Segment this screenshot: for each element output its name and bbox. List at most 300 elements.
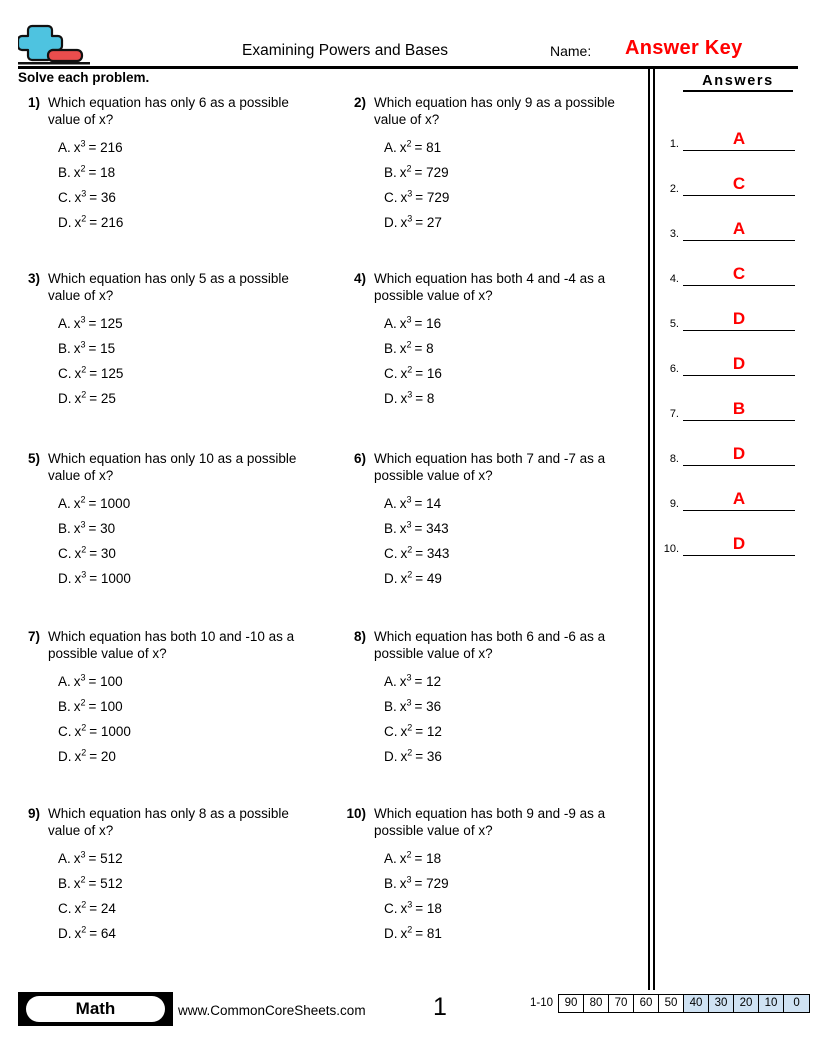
question-number: 8) <box>353 629 366 644</box>
instructions-text: Solve each problem. <box>18 70 150 85</box>
grading-scale-cell: 70 <box>609 995 634 1012</box>
grading-scale-cell: 90 <box>559 995 584 1012</box>
answer-choice[interactable] <box>384 744 650 769</box>
choice-equation-rest: = 729 <box>414 876 449 891</box>
answer-key-value: Answer Key <box>625 37 743 59</box>
choice-letter: C. <box>58 546 72 561</box>
choice-base: x <box>73 496 81 511</box>
choice-equation-rest: = 27 <box>415 215 442 230</box>
answer-choice[interactable] <box>58 744 314 769</box>
choice-list <box>58 491 314 591</box>
choice-exponent: 2 <box>81 389 87 400</box>
choice-letter: A. <box>58 674 71 689</box>
choice-base: x <box>74 391 82 406</box>
choice-letter: D. <box>58 391 72 406</box>
answer-choice[interactable] <box>384 896 650 921</box>
choice-equation-rest: = 36 <box>89 190 116 205</box>
choice-exponent: 2 <box>81 747 87 758</box>
choice-equation-rest: = 343 <box>415 546 450 561</box>
question-text: Which equation has both 7 and -7 as a possible value of x? <box>374 451 606 483</box>
answer-row-number: 5. <box>669 318 679 330</box>
choice-equation-rest: = 30 <box>89 546 116 561</box>
choice-letter: A. <box>58 316 71 331</box>
answer-choice[interactable] <box>58 135 314 160</box>
choice-exponent: 2 <box>406 138 412 149</box>
choice-exponent: 2 <box>406 339 412 350</box>
question-text: Which equation has only 6 as a possible value of x? <box>48 95 289 127</box>
subject-badge <box>18 992 173 1026</box>
choice-list <box>384 135 650 235</box>
answer-value: D <box>732 354 746 373</box>
choice-letter: A. <box>384 851 397 866</box>
choice-equation-rest: = 36 <box>415 749 442 764</box>
choice-list <box>58 846 314 946</box>
question-text: Which equation has both 9 and -9 as a possible value of x? <box>374 806 606 838</box>
answer-choice[interactable] <box>384 135 650 160</box>
choice-exponent: 2 <box>81 364 87 375</box>
question-text: Which equation has only 8 as a possible value of x? <box>48 806 289 838</box>
question-header <box>14 270 314 304</box>
answer-row <box>655 331 805 376</box>
choice-letter: B. <box>384 165 397 180</box>
choice-exponent: 2 <box>406 849 412 860</box>
choice-list <box>58 135 314 235</box>
choice-letter: B. <box>58 341 71 356</box>
choice-base: x <box>74 366 82 381</box>
answer-choice[interactable] <box>384 336 650 361</box>
answer-choice[interactable] <box>58 361 314 386</box>
question-text: Which equation has only 10 as a possible value of x? <box>48 451 297 483</box>
question-block <box>14 628 314 769</box>
choice-equation-rest: = 729 <box>414 165 449 180</box>
answer-row-number: 6. <box>669 363 679 375</box>
choice-exponent: 2 <box>81 924 87 935</box>
answer-row <box>655 286 805 331</box>
answer-choice[interactable] <box>58 694 314 719</box>
choice-base: x <box>400 391 408 406</box>
choice-base: x <box>400 546 408 561</box>
answer-choice[interactable] <box>58 336 314 361</box>
choice-letter: C. <box>58 366 72 381</box>
answer-row-number: 10. <box>663 543 679 555</box>
answer-blank-line[interactable] <box>683 555 795 556</box>
answer-value: C <box>732 264 746 283</box>
page-footer <box>0 990 816 1056</box>
choice-list <box>384 669 650 769</box>
question-block <box>14 94 314 235</box>
choice-exponent: 3 <box>406 874 412 885</box>
choice-letter: D. <box>384 926 398 941</box>
question-number: 7) <box>27 629 40 644</box>
choice-exponent: 3 <box>407 188 413 199</box>
answer-choice[interactable] <box>58 719 314 744</box>
answer-row <box>655 466 805 511</box>
choice-base: x <box>74 571 82 586</box>
question-header <box>340 628 650 662</box>
choice-base: x <box>399 674 407 689</box>
choice-letter: A. <box>58 496 71 511</box>
answer-choice[interactable] <box>58 846 314 871</box>
choice-letter: C. <box>384 546 398 561</box>
answer-value: C <box>732 174 746 193</box>
answer-choice[interactable] <box>384 566 650 591</box>
choice-equation-rest: = 24 <box>89 901 116 916</box>
choice-base: x <box>400 926 408 941</box>
answer-choice[interactable] <box>58 921 314 946</box>
question-block <box>340 270 650 411</box>
answer-choice[interactable] <box>384 210 650 235</box>
name-label: Name: <box>550 43 592 59</box>
choice-equation-rest: = 125 <box>89 366 124 381</box>
choice-exponent: 3 <box>406 314 412 325</box>
choice-equation-rest: = 81 <box>415 926 442 941</box>
choice-exponent: 3 <box>80 138 86 149</box>
choice-exponent: 2 <box>406 163 412 174</box>
answer-choice[interactable] <box>384 311 650 336</box>
choice-equation-rest: = 8 <box>414 341 434 356</box>
choice-equation-rest: = 729 <box>415 190 450 205</box>
choice-letter: A. <box>384 140 397 155</box>
choice-base: x <box>400 366 408 381</box>
choice-letter: A. <box>58 851 71 866</box>
page-title: Examining Powers and Bases <box>242 42 448 59</box>
choice-letter: B. <box>58 521 71 536</box>
answer-choice[interactable] <box>384 694 650 719</box>
choice-equation-rest: = 512 <box>88 876 123 891</box>
choice-letter: C. <box>384 190 398 205</box>
choice-letter: D. <box>58 571 72 586</box>
answer-choice[interactable] <box>58 491 314 516</box>
answer-choice[interactable] <box>58 566 314 591</box>
question-text: Which equation has both 6 and -6 as a possible value of x? <box>374 629 606 661</box>
answer-choice[interactable] <box>58 516 314 541</box>
question-text: Which equation has only 5 as a possible value of x? <box>48 271 289 303</box>
choice-equation-rest: = 1000 <box>88 496 131 511</box>
grading-scale-cell: 20 <box>734 995 759 1012</box>
choice-equation-rest: = 18 <box>88 165 116 180</box>
question-number: 10) <box>346 806 366 821</box>
choice-exponent: 3 <box>406 672 412 683</box>
choice-base: x <box>399 140 407 155</box>
choice-base: x <box>399 521 407 536</box>
choice-base: x <box>73 521 81 536</box>
choice-equation-rest: = 100 <box>88 699 123 714</box>
choice-letter: D. <box>384 215 398 230</box>
answer-choice[interactable] <box>384 491 650 516</box>
question-block <box>14 270 314 411</box>
grading-scale <box>530 994 810 1013</box>
question-header <box>340 94 650 128</box>
question-number: 6) <box>353 451 366 466</box>
choice-base: x <box>400 749 408 764</box>
question-block <box>14 805 314 946</box>
choice-exponent: 3 <box>406 519 412 530</box>
choice-letter: B. <box>384 521 397 536</box>
choice-equation-rest: = 18 <box>415 901 442 916</box>
choice-list <box>384 311 650 411</box>
question-header <box>340 450 650 484</box>
question-header <box>340 270 650 304</box>
grading-scale-cell: 0 <box>784 995 809 1012</box>
choice-letter: D. <box>58 215 72 230</box>
answer-choice[interactable] <box>58 541 314 566</box>
subject-badge-label: Math <box>26 996 165 1022</box>
grading-scale-cell: 30 <box>709 995 734 1012</box>
answer-value: B <box>732 399 746 418</box>
page-header <box>0 0 816 68</box>
answer-row <box>655 196 805 241</box>
choice-equation-rest: = 343 <box>414 521 449 536</box>
questions-container <box>0 94 648 974</box>
choice-equation-rest: = 14 <box>414 496 442 511</box>
choice-exponent: 3 <box>80 849 86 860</box>
choice-equation-rest: = 216 <box>89 215 124 230</box>
choice-letter: A. <box>384 316 397 331</box>
answer-row <box>655 106 805 151</box>
choice-equation-rest: = 125 <box>88 316 123 331</box>
choice-exponent: 2 <box>81 899 87 910</box>
choice-base: x <box>74 926 82 941</box>
question-number: 5) <box>27 451 40 466</box>
choice-base: x <box>73 316 81 331</box>
question-text: Which equation has both 10 and -10 as a possible value of x? <box>48 629 295 661</box>
choice-equation-rest: = 64 <box>89 926 116 941</box>
choice-equation-rest: = 16 <box>414 316 442 331</box>
choice-base: x <box>399 341 407 356</box>
page-number: 1 <box>433 993 447 1021</box>
answers-panel-title: Answers <box>683 73 793 92</box>
choice-base: x <box>73 140 81 155</box>
choice-equation-rest: = 216 <box>88 140 123 155</box>
question-block <box>14 450 314 591</box>
choice-equation-rest: = 81 <box>414 140 442 155</box>
choice-letter: C. <box>384 901 398 916</box>
answer-value: A <box>732 219 746 238</box>
choice-base: x <box>74 901 82 916</box>
answer-row <box>655 421 805 466</box>
choice-letter: D. <box>384 391 398 406</box>
choice-equation-rest: = 25 <box>89 391 116 406</box>
answer-choice[interactable] <box>384 361 650 386</box>
choice-equation-rest: = 512 <box>88 851 123 866</box>
choice-base: x <box>73 876 81 891</box>
answer-choice[interactable] <box>384 386 650 411</box>
choice-letter: D. <box>384 571 398 586</box>
answer-choice[interactable] <box>58 669 314 694</box>
choice-base: x <box>73 165 81 180</box>
answer-choice[interactable] <box>384 719 650 744</box>
choice-equation-rest: = 1000 <box>89 724 131 739</box>
question-number: 1) <box>27 95 40 110</box>
choice-base: x <box>74 749 82 764</box>
answer-choice[interactable] <box>384 160 650 185</box>
choice-letter: D. <box>58 749 72 764</box>
answer-row <box>655 376 805 421</box>
choice-equation-rest: = 8 <box>415 391 435 406</box>
question-block <box>340 805 650 946</box>
choice-letter: C. <box>58 901 72 916</box>
choice-letter: C. <box>384 366 398 381</box>
grading-scale-cells <box>558 994 810 1013</box>
choice-base: x <box>399 316 407 331</box>
grading-scale-cell: 40 <box>684 995 709 1012</box>
choice-exponent: 2 <box>407 722 413 733</box>
choice-list <box>58 311 314 411</box>
choice-exponent: 3 <box>81 188 87 199</box>
choice-base: x <box>400 190 408 205</box>
answer-choice[interactable] <box>58 311 314 336</box>
choice-base: x <box>74 190 82 205</box>
answer-choice[interactable] <box>384 669 650 694</box>
grading-scale-cell: 60 <box>634 995 659 1012</box>
answer-row-number: 3. <box>669 228 679 240</box>
answer-row-number: 2. <box>669 183 679 195</box>
choice-base: x <box>400 724 408 739</box>
choice-exponent: 3 <box>406 697 412 708</box>
choice-list <box>58 669 314 769</box>
choice-base: x <box>399 165 407 180</box>
choice-exponent: 2 <box>80 494 86 505</box>
answer-choice[interactable] <box>384 516 650 541</box>
answer-row-number: 9. <box>669 498 679 510</box>
answer-choice[interactable] <box>384 921 650 946</box>
choice-base: x <box>400 215 408 230</box>
grading-scale-cell: 10 <box>759 995 784 1012</box>
choice-base: x <box>73 851 81 866</box>
choice-equation-rest: = 30 <box>88 521 116 536</box>
choice-exponent: 2 <box>80 874 86 885</box>
choice-letter: D. <box>58 926 72 941</box>
choice-base: x <box>74 215 82 230</box>
answer-choice[interactable] <box>58 386 314 411</box>
question-block <box>340 94 650 235</box>
choice-exponent: 2 <box>407 747 413 758</box>
answer-choice[interactable] <box>384 846 650 871</box>
choice-equation-rest: = 15 <box>88 341 116 356</box>
choice-equation-rest: = 16 <box>415 366 442 381</box>
answer-choice[interactable] <box>384 541 650 566</box>
question-header <box>14 450 314 484</box>
choice-exponent: 3 <box>407 389 413 400</box>
answer-row <box>655 511 805 556</box>
answer-choice[interactable] <box>384 185 650 210</box>
grading-scale-cell: 50 <box>659 995 684 1012</box>
choice-exponent: 2 <box>81 722 87 733</box>
choice-base: x <box>399 851 407 866</box>
answer-choice[interactable] <box>58 185 314 210</box>
question-text: Which equation has both 4 and -4 as a possible value of x? <box>374 271 606 303</box>
question-number: 9) <box>27 806 40 821</box>
answer-row <box>655 241 805 286</box>
choice-exponent: 3 <box>80 672 86 683</box>
choice-equation-rest: = 100 <box>88 674 123 689</box>
answer-value: D <box>732 444 746 463</box>
question-block <box>340 450 650 591</box>
choice-list <box>384 846 650 946</box>
choice-letter: C. <box>58 724 72 739</box>
choice-exponent: 3 <box>80 339 86 350</box>
choice-base: x <box>399 699 407 714</box>
site-url: www.CommonCoreSheets.com <box>178 1003 366 1018</box>
answer-value: A <box>732 489 746 508</box>
choice-base: x <box>74 724 82 739</box>
choice-letter: B. <box>384 699 397 714</box>
question-text: Which equation has only 9 as a possible value of x? <box>374 95 615 127</box>
choice-list <box>384 491 650 591</box>
choice-base: x <box>74 546 82 561</box>
choice-exponent: 3 <box>80 314 86 325</box>
answer-choice[interactable] <box>384 871 650 896</box>
choice-letter: D. <box>384 749 398 764</box>
choice-letter: A. <box>384 496 397 511</box>
choice-letter: B. <box>384 341 397 356</box>
answer-row-number: 8. <box>669 453 679 465</box>
choice-letter: B. <box>58 876 71 891</box>
choice-letter: A. <box>384 674 397 689</box>
answer-row-number: 4. <box>669 273 679 285</box>
answer-value: A <box>732 129 746 148</box>
choice-base: x <box>73 341 81 356</box>
choice-exponent: 2 <box>80 163 86 174</box>
choice-equation-rest: = 49 <box>415 571 442 586</box>
question-header <box>14 628 314 662</box>
answer-choice[interactable] <box>58 210 314 235</box>
choice-exponent: 2 <box>407 569 413 580</box>
answer-choice[interactable] <box>58 896 314 921</box>
answer-choice[interactable] <box>58 160 314 185</box>
answer-choice[interactable] <box>58 871 314 896</box>
choice-equation-rest: = 12 <box>414 674 442 689</box>
choice-letter: B. <box>384 876 397 891</box>
choice-exponent: 2 <box>81 213 87 224</box>
question-number: 3) <box>27 271 40 286</box>
answer-value: D <box>732 534 746 553</box>
choice-base: x <box>400 571 408 586</box>
choice-exponent: 3 <box>80 519 86 530</box>
choice-equation-rest: = 1000 <box>89 571 131 586</box>
answer-row <box>655 151 805 196</box>
choice-exponent: 3 <box>407 899 413 910</box>
choice-exponent: 3 <box>81 569 87 580</box>
choice-base: x <box>73 699 81 714</box>
choice-base: x <box>400 901 408 916</box>
choice-equation-rest: = 20 <box>89 749 116 764</box>
choice-letter: C. <box>58 190 72 205</box>
choice-exponent: 3 <box>406 494 412 505</box>
question-number: 2) <box>353 95 366 110</box>
answer-row-number: 7. <box>669 408 679 420</box>
grading-scale-label: 1-10 <box>530 997 554 1009</box>
plus-minus-logo-icon <box>18 18 90 66</box>
choice-exponent: 3 <box>407 213 413 224</box>
choice-letter: B. <box>58 699 71 714</box>
choice-exponent: 2 <box>80 697 86 708</box>
choice-base: x <box>399 496 407 511</box>
choice-letter: B. <box>58 165 71 180</box>
choice-equation-rest: = 18 <box>414 851 442 866</box>
question-block <box>340 628 650 769</box>
choice-exponent: 2 <box>407 364 413 375</box>
grading-scale-cell: 80 <box>584 995 609 1012</box>
question-header <box>14 94 314 128</box>
choice-letter: C. <box>384 724 398 739</box>
choice-base: x <box>73 674 81 689</box>
choice-exponent: 2 <box>81 544 87 555</box>
question-header <box>340 805 650 839</box>
choice-exponent: 2 <box>407 924 413 935</box>
answer-row-number: 1. <box>669 138 679 150</box>
choice-letter: A. <box>58 140 71 155</box>
